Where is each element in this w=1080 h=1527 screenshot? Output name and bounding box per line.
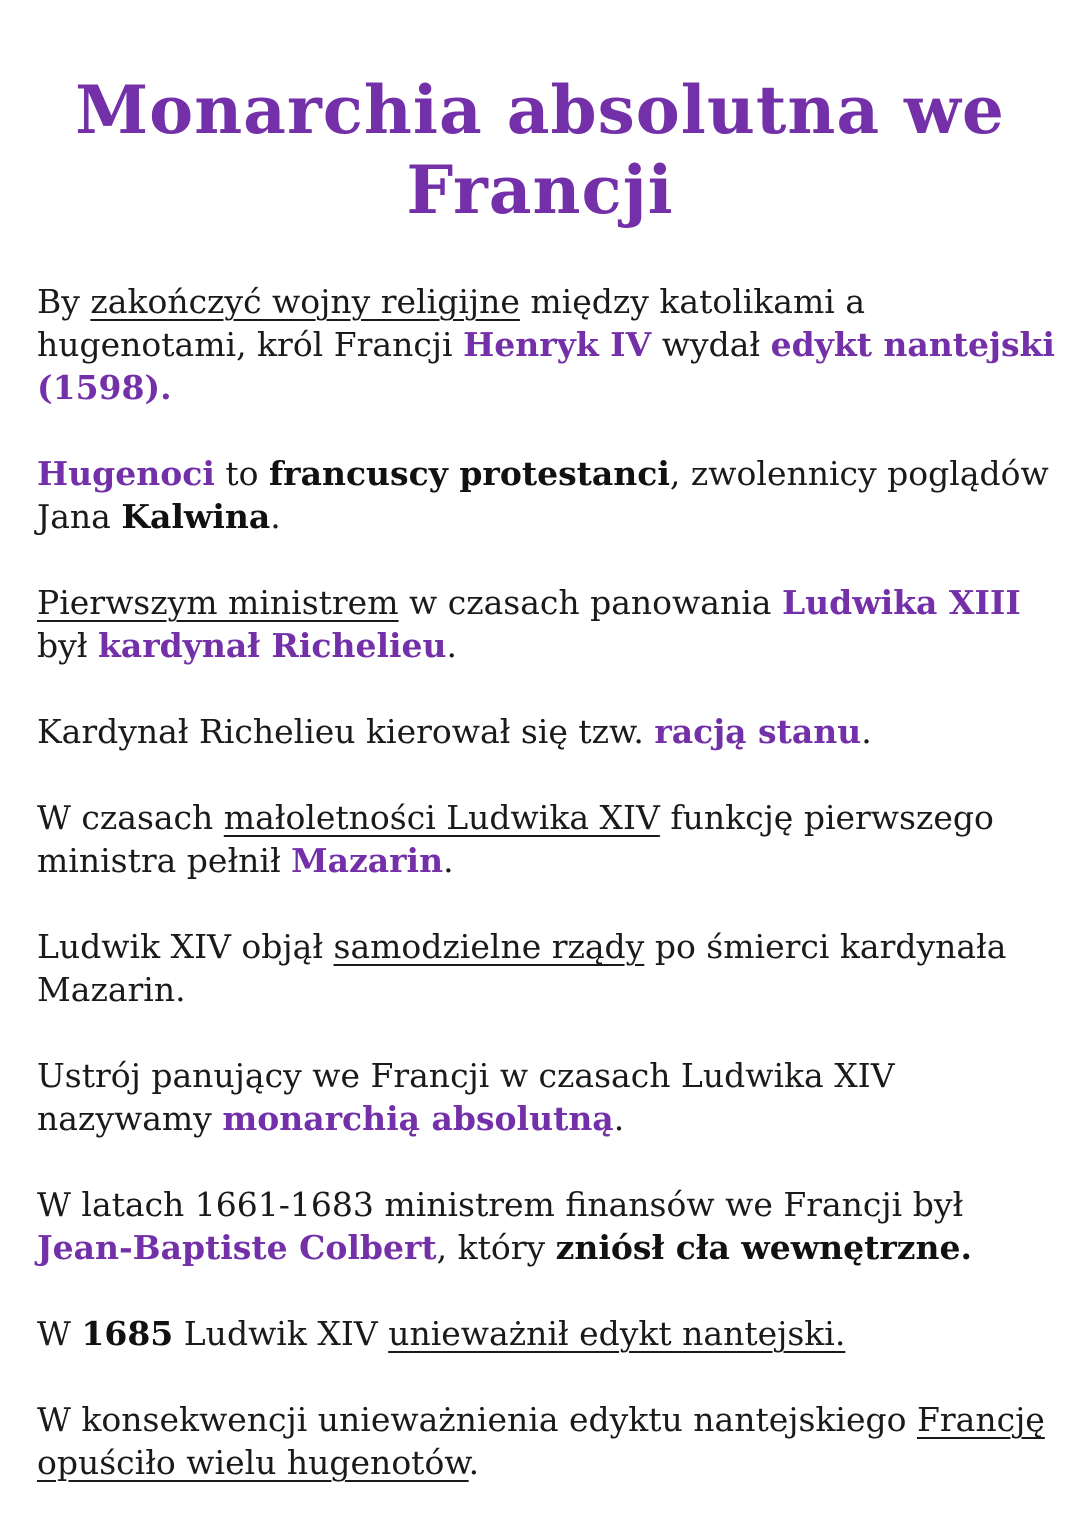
title-line-2: Francji [406, 151, 674, 229]
bold-phrase: zniósł cła wewnętrzne. [555, 1228, 973, 1267]
underlined-phrase: unieważnił edykt nantejski. [388, 1314, 846, 1353]
text-segment: W konsekwencji unieważnienia edyktu nantejskiego [37, 1400, 917, 1439]
bold-phrase: Kalwina [121, 497, 271, 536]
paragraph-1685 [37, 1312, 1067, 1355]
text-segment: . [861, 712, 872, 751]
bold-year: 1685 [81, 1314, 174, 1353]
underlined-phrase: Pierwszym ministrem [37, 583, 399, 622]
text-segment: to [214, 454, 269, 493]
underlined-phrase: zakończyć wojny religijne [90, 282, 520, 321]
text-segment: był [37, 626, 98, 665]
text-segment: Kardynał Richelieu kierował się tzw. [37, 712, 655, 751]
highlight-term: edykt nantejski (1598). [37, 325, 1055, 407]
paragraph-colbert [37, 1183, 1067, 1269]
paragraph-monarchia-absolutna [37, 1054, 1067, 1140]
paragraph-hugenoci [37, 452, 1067, 538]
text-segment: W czasach [37, 798, 224, 837]
title-line-1: Monarchia absolutna we [75, 71, 1005, 149]
text-segment: . [613, 1099, 625, 1138]
text-segment: po śmierci kardynała Mazarin. [37, 927, 1007, 1009]
paragraph-konsekwencje [37, 1398, 1067, 1484]
text-segment: W [37, 1314, 82, 1353]
text-segment: Ustrój panujący we Francji w czasach Ludwika XIV nazywamy [37, 1056, 895, 1138]
paragraph-samodzielne-rzady [37, 925, 1067, 1011]
text-segment: , zwolennicy poglądów Jana [37, 454, 1049, 536]
notes-body [37, 280, 1067, 1527]
underlined-phrase: samodzielne rządy [333, 927, 645, 966]
text-segment: w czasach panowania [398, 583, 782, 622]
text-segment: By [37, 282, 91, 321]
highlight-name: Ludwika XIII [781, 583, 1021, 622]
highlight-term: monarchią absolutną [222, 1099, 614, 1138]
text-segment: . [446, 626, 458, 665]
text-segment: funkcję pierwszego ministra pełnił [37, 798, 994, 880]
text-segment: Ludwik XIV [173, 1314, 389, 1353]
paragraph-henryk-iv [37, 280, 1067, 409]
bold-phrase: francuscy protestanci [268, 454, 670, 493]
text-segment: . [270, 497, 281, 536]
highlight-name: kardynał Richelieu [97, 626, 447, 665]
underlined-phrase: Francję opuściło wielu hugenotów [37, 1400, 1045, 1482]
text-segment: wydał [651, 325, 771, 364]
text-segment: między katolikami a hugenotami, król Francji [37, 282, 865, 364]
highlight-term: racją stanu [654, 712, 862, 751]
page-title [0, 0, 1080, 230]
highlight-term: Hugenoci [37, 454, 215, 493]
text-segment: . [443, 841, 454, 880]
paragraph-mazarin [37, 796, 1067, 882]
text-segment: W latach 1661-1683 ministrem finansów we Francji był [37, 1185, 964, 1224]
highlight-name: Henryk IV [463, 325, 652, 364]
text-segment: . [468, 1443, 480, 1482]
highlight-name: Mazarin [291, 841, 444, 880]
text-segment: , który [436, 1228, 556, 1267]
paragraph-richelieu [37, 581, 1067, 667]
text-segment: Ludwik XIV objął [37, 927, 334, 966]
highlight-name: Jean-Baptiste Colbert [37, 1228, 437, 1267]
paragraph-racja-stanu [37, 710, 1067, 753]
underlined-phrase: małoletności Ludwika XIV [223, 798, 660, 837]
